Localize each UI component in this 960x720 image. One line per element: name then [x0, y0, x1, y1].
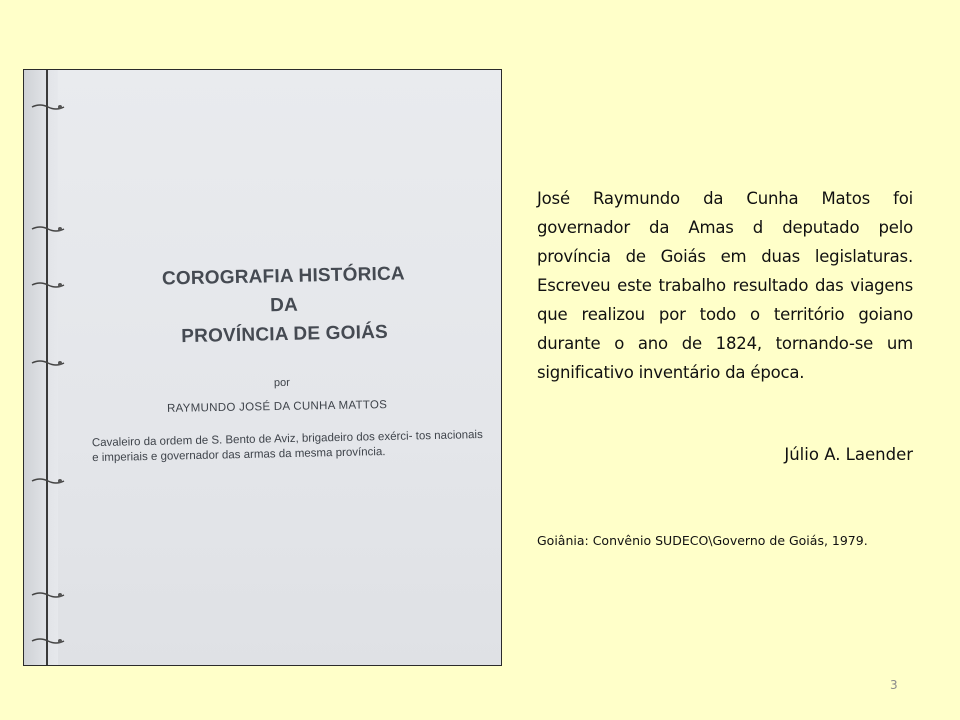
cover-title-line: COROGRAFIA HISTÓRICA [161, 263, 406, 290]
cover-title [83, 258, 485, 353]
cover-title-line: DA [269, 294, 299, 317]
stitch-icon [30, 476, 66, 486]
cover-author: RAYMUNDO JOSÉ DA CUNHA MATTOS [166, 399, 388, 415]
stitch-icon [30, 636, 66, 646]
cover-title-line: PROVÍNCIA DE GOIÁS [181, 321, 389, 348]
stitch-icon [30, 358, 66, 368]
page-number: 3 [890, 678, 898, 692]
cover-by-label: por [273, 376, 291, 390]
stitch-icon [30, 280, 66, 290]
stitch-icon [30, 102, 66, 112]
author-signature: Júlio A. Laender [784, 445, 913, 464]
publication-reference: Goiânia: Convênio SUDECO\Governo de Goiás, 1979. [537, 533, 868, 548]
book-cover-image [23, 69, 502, 666]
cover-description: Cavaleiro da ordem de S. Bento de Aviz, brigadeiro dos exérci- tos nacionais e imperiais e governador das armas da mesma província. [91, 429, 483, 465]
stitch-icon [30, 590, 66, 600]
stitch-icon [30, 224, 66, 234]
description-paragraph: José Raymundo da Cunha Matos foi governador da Amas d deputado pelo província de Goiás em duas legislaturas. Escreveu este trabalho resultado das viagens que realizou por todo o território goiano durante o ano de 1824, tornando-se um significativo inventário da época. [537, 189, 913, 382]
